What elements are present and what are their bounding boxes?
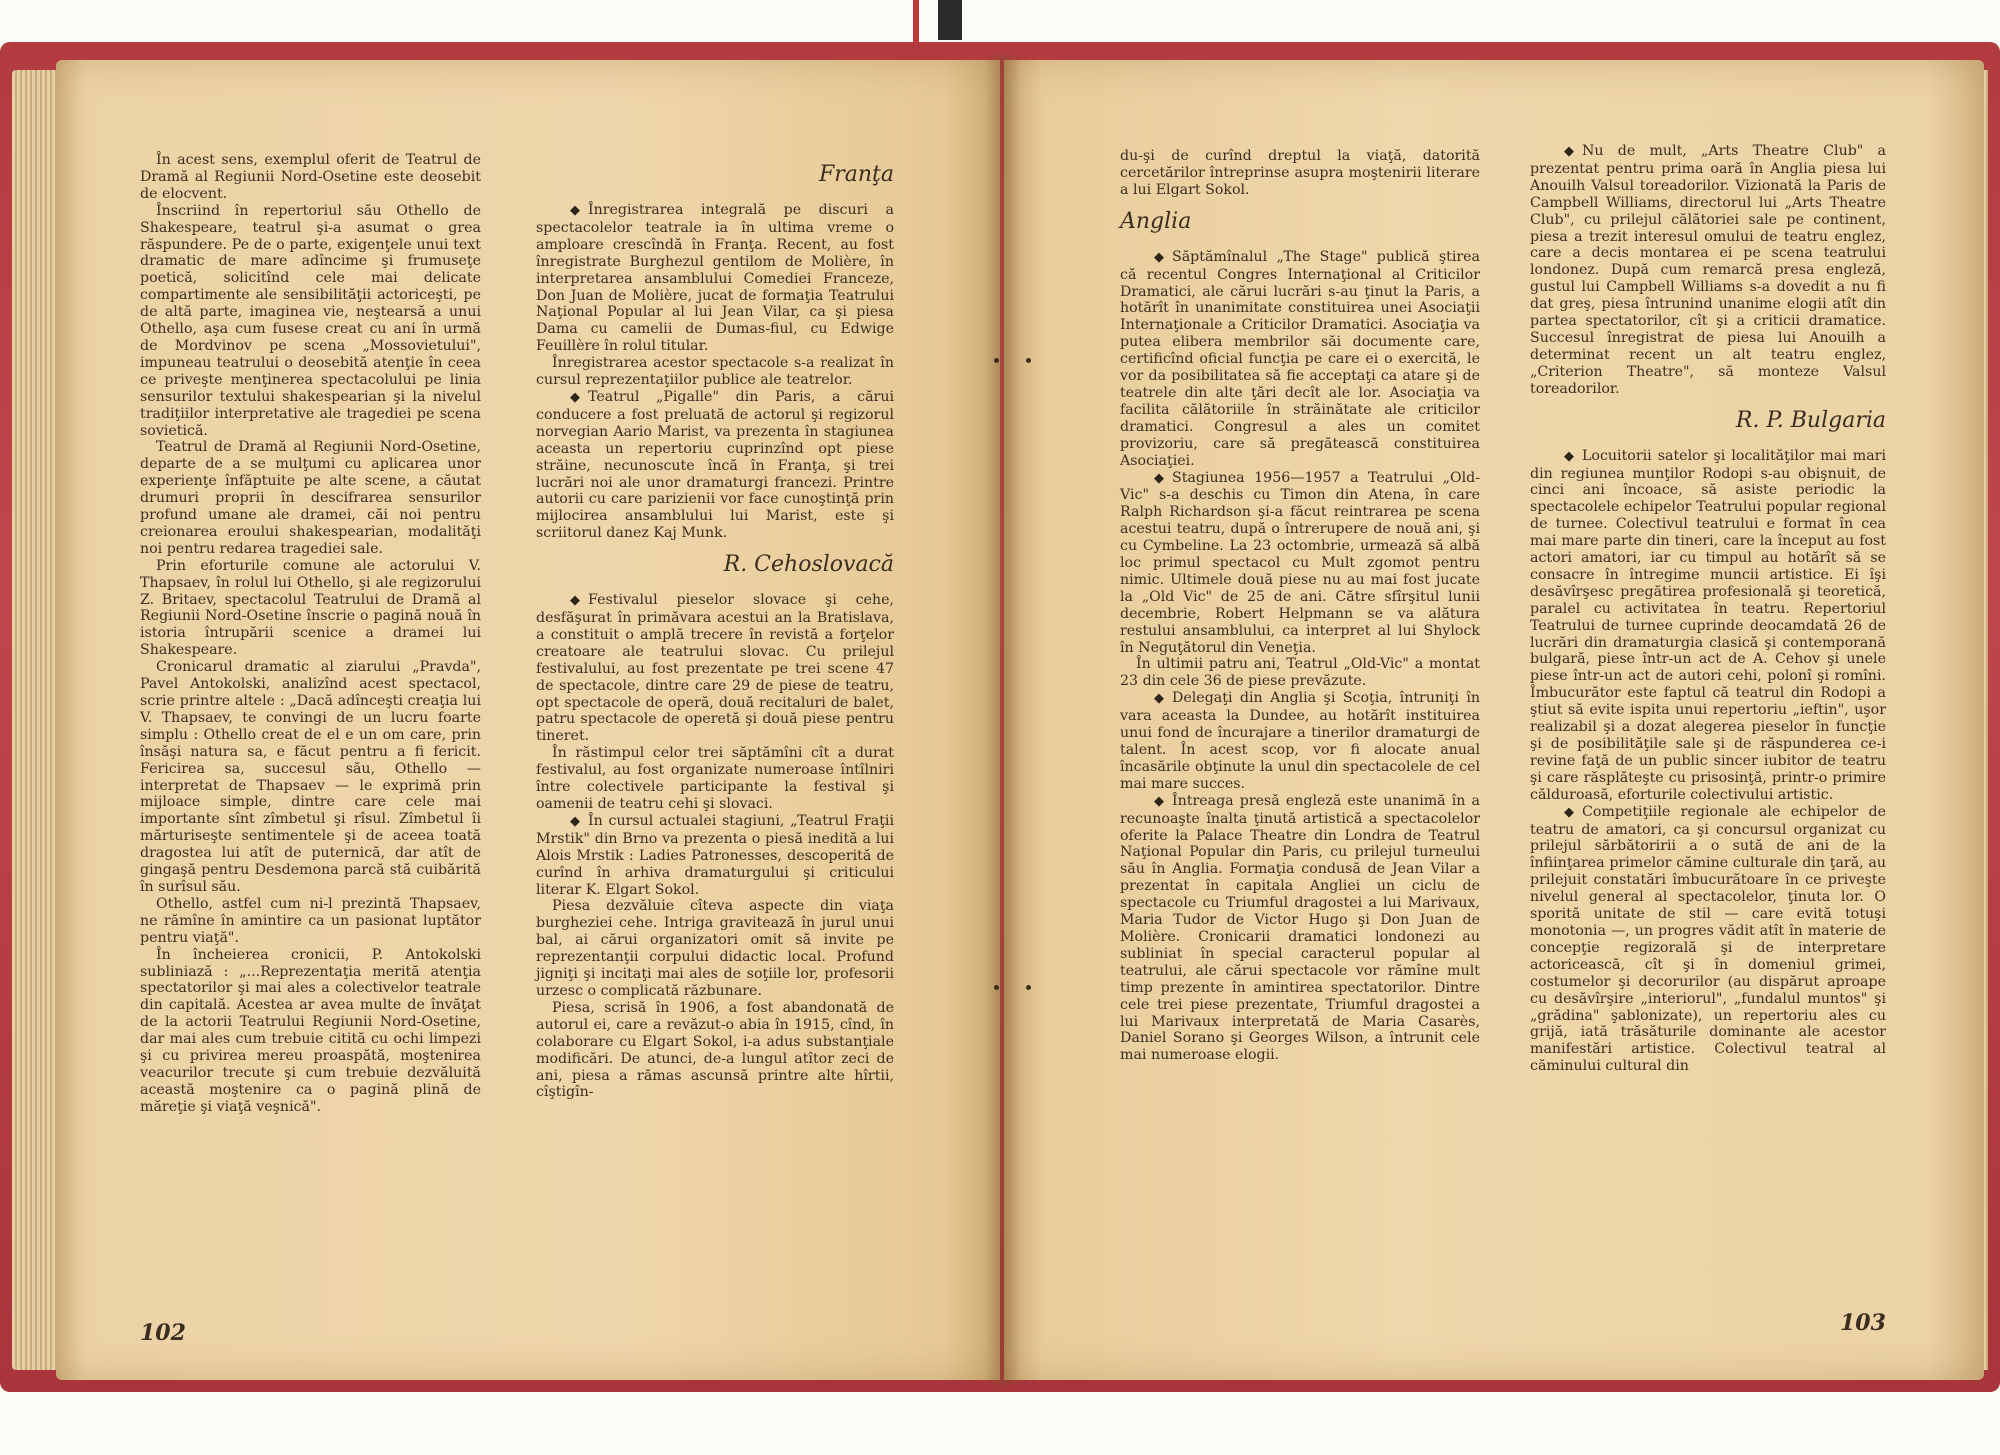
book-gutter [985, 55, 1021, 1385]
section-heading: Franţa [818, 162, 894, 187]
news-item-paragraph: ◆ Săptămînalul „The Stage" publică ştirea că recentul Congres Internaţional al Criticilor Dramatici, ale cărui lucrări s-au ţinut la Paris, a hotărît în unanimitate constituirea unei Asociaţii Internaţionale a Criticilor Dramatici. Asociaţia va putea elibera membrilor săi documente care, certificînd oficial funcţia pe care ei o exercită, le vor da posibilitatea să fie acceptaţi ca atare şi de teatrele din alte ţări decît ale lor. Asociaţia va facilita călătoriile în străinătate ale criticilor dramatici. Congresul a ales un comitet provizoriu, care să pregătească constituirea Asociaţiei. [1120, 249, 1480, 470]
right-page-column-1 [1120, 148, 1480, 1064]
paragraph: Cronicarul dramatic al ziarului „Pravda", Pavel Antokolski, analizînd acest spectacol, scrie printre altele : „Dacă adînceşti creaţia lui V. Thapsaev, te convingi de un lucru foarte simplu : Othello creat de el e un om care, prin însăşi natura sa, e făcut pentru a fi fericit. Fericirea sa, succesul său, Othello — interpretat de Thapsaev — le exprimă prin mijloace simple, dintre care cele mai importante sînt zîmbetul şi rîsul. Zîmbetul îi mărturiseşte sentimentele şi de aceea toată dragostea lui atît de puternică, dar atît de gingaşă pentru Desdemona parcă stă cuibărită în surîsul său. [140, 659, 481, 895]
section-heading: Anglia [1120, 208, 1192, 234]
paragraph: Othello, astfel cum ni-l prezintă Thapsaev, ne rămîne în amintire ca un pasionat luptător pentru viaţă". [140, 895, 481, 946]
news-item-paragraph: ◆ Competiţiile regionale ale echipelor de teatru de amatori, ca şi concursul organizat cu prilejul sărbătoririi a o sută de ani de la înfiinţarea primelor cămine culturale din ţară, au prilejuit constatări îmbucurătoare în ce priveşte nivelul general al spectacolelor, ţinuta lor. O sporită unitate de stil — care evită totuşi monotonia —, un progres vădit atît în materie de concepţie regizorală şi de interpretare actoricească, cît şi în domeniul grimei, costumelor şi decorurilor (au dispărut aproape cu desăvîrşire „interiorul", „fundalul muntos" şi „grădina" şablonizate), un repertoriu ales cu grijă, iată trăsăturile dominante ale acestor manifestări artistice. Colectivul teatral al căminului cultural din [1530, 804, 1886, 1076]
news-item-paragraph: ◆ Delegaţi din Anglia şi Scoţia, întruniţi în vara aceasta la Dundee, au hotărît instituirea unui fond de încurajare a tinerilor dramaturgi de talent. În acest scop, vor fi alocate anual încasările obţinute la unul din spectacolele de cel mai mare succes. [1120, 690, 1480, 792]
gutter-mark [1026, 985, 1031, 990]
paragraph: du-şi de curînd dreptul la viaţă, datorită cercetărilor întreprinse asupra moştenirii literare a lui Elgart Sokol. [1120, 148, 1480, 198]
paragraph: În ultimii patru ani, Teatrul „Old-Vic" a montat 23 din cele 36 de piese prevăzute. [1120, 656, 1480, 690]
section-heading: R. P. Bulgaria [1735, 407, 1886, 433]
news-item-paragraph: ◆ Nu de mult, „Arts Theatre Club" a prezentat pentru prima oară în Anglia piesa lui Anouilh Valsul toreadorilor. Vizionată la Paris de Campbell Williams, directorul lui „Arts Theatre Club", cu prilejul călătoriei sale pe continent, piesa a trezit interesul omului de teatru englez, care a decis montarea ei pe scena teatrului londonez. După cum remarcă presa engleză, gustul lui Campbell Williams s-a dovedit a nu fi dat greş, piesa întrunind unanime elogii atît din partea spectatorilor, cît şi a criticii dramatice. Succesul înregistrat de piesa lui Anouilh a determinat recent un alt teatru englez, „Criterion Theatre", să monteze Valsul toreadorilor. [1530, 143, 1886, 398]
left-page-column-1 [140, 152, 481, 1116]
bookmark-ribbon [913, 0, 919, 44]
news-item-paragraph: ◆ În cursul actualei stagiuni, „Teatrul Fraţii Mrstik" din Brno va prezenta o piesă inedită a lui Alois Mrstik : Ladies Patronesses, descoperită de curînd în arhiva dramaturgului şi criticului literar K. Elgart Sokol. [536, 813, 894, 899]
news-item-paragraph: ◆ Înregistrarea integrală pe discuri a spectacolelor teatrale ia în ultima vreme o amploare crescîndă în Franţa. Recent, au fost înregistrate Burghezul gentilom de Molière, în interpretarea ansamblului Comediei Franceze, Don Juan de Molière, jucat de formaţia Teatrului Naţional Popular al lui Jean Vilar, ca şi piesa Dama cu camelii de Dumas-fiul, cu Edwige Feuillère în rolul titular. [536, 202, 894, 355]
paragraph: În răstimpul celor trei săptămîni cît a durat festivalul, au fost organizate numeroase întîlniri între colectivele participante la festival şi oamenii de teatru cehi şi slovaci. [536, 745, 894, 812]
paragraph: Piesa, scrisă în 1906, a fost abandonată de autorul ei, care a revăzut-o abia în 1915, cînd, în colaborare cu Elgart Sokol, i-a adus substanţiale modificări. De atunci, de-a lungul atîtor zeci de ani, piesa a rămas ascunsă printre alte hîrtii, cîştigîn- [536, 999, 894, 1101]
paragraph: În încheierea cronicii, P. Antokolski subliniază : „...Reprezentaţia merită atenţia spectatorilor şi mai ales a colectivelor teatrale din capitală. Acestea ar avea multe de învăţat de la actorii Teatrului Regiunii Nord-Osetine, dar mai ales cum trebuie citită cu ochi limpezi şi cu privirea mereu proaspătă, moştenirea veacurilor trecute şi cum trebuie dezvăluită această moştenire ca o pagină plină de măreţie şi viaţă veşnică". [140, 946, 481, 1115]
paragraph: Teatrul de Dramă al Regiunii Nord-Osetine, departe de a se mulţumi cu aplicarea unor experienţe înfăptuite pe alte scene, a căutat drumuri proprii în descifrarea sensurilor profund umane ale dramei, căi noi pentru creionarea eroului shakespearian, modalităţi noi pentru redarea tragediei sale. [140, 439, 481, 557]
right-page-column-2 [1530, 143, 1886, 1075]
news-item-paragraph: ◆ Festivalul pieselor slovace şi cehe, desfăşurat în primăvara acestui an la Bratislava, a constituit o amplă trecere în revistă a forţelor creatoare ale teatrului slovac. Cu prilejul festivalului, au fost prezentate pe trei scene 47 de spectacole, dintre care 29 de piese de teatru, opt spectacole de operă, două recitaluri de balet, patru spectacole de operetă şi două piese pentru tineret. [536, 592, 894, 745]
gutter-mark [994, 358, 999, 363]
paragraph: Piesa dezvăluie cîteva aspecte din viaţa burgheziei cehe. Intriga gravitează în jurul unui bal, ai cărui organizatori omit să invite pe reprezentanţii corpului didactic local. Profund jigniţi şi incitaţi mai ales de soţiile lor, profesorii urzesc o complicată răzbunare. [536, 898, 894, 999]
paragraph: În acest sens, exemplul oferit de Teatrul de Dramă al Regiunii Nord-Osetine este deosebit de elocvent. [140, 152, 481, 202]
gutter-mark [994, 985, 999, 990]
page-number-right: 103 [1840, 1310, 1886, 1336]
paragraph: Prin eforturile comune ale actorului V. Thapsaev, în rolul lui Othello, şi ale regizorului Z. Britaev, spectacolul Teatrului de Dramă al Regiunii Nord-Osetine înscrie o pagină nouă în istoria întrupării scenice a dramei lui Shakespeare. [140, 557, 481, 659]
news-item-paragraph: ◆ Stagiunea 1956—1957 a Teatrului „Old-Vic" s-a deschis cu Timon din Atena, în care Ralph Richardson şi-a făcut reintrarea pe scena acestui teatru, după o întrerupere de nouă ani, şi cu Cymbeline. La 23 octombrie, urmează să albă loc primul spectacol cu Mult zgomot pentru nimic. Ultimele două piese nu au mai fost jucate la „Old Vic" de 25 de ani. Către sfîrşitul lunii decembrie, Robert Helpmann se va alătura restului ansamblului, ca interpret al lui Shylock în Neguţătorul din Veneţia. [1120, 470, 1480, 657]
section-heading: R. Cehoslovacă [723, 552, 894, 578]
news-item-paragraph: ◆ Teatrul „Pigalle" din Paris, a cărui conducere a fost preluată de actorul şi regizorul norvegian Aario Marist, va prezenta în stagiunea aceasta un repertoriu cuprinzînd opt piese străine, necunoscute încă în Franţa, şi trei lucrări noi ale unor dramaturgi francezi. Printre autorii cu care parizienii vor face cunoştinţă prin mijlocirea ansamblului lui Marist, este şi scriitorul danez Kaj Munk. [536, 389, 894, 542]
page-edges-left [12, 70, 58, 1370]
page-number-left: 102 [140, 1320, 186, 1346]
bookmark-tab [938, 0, 962, 40]
left-page-column-2 [536, 152, 894, 1101]
news-item-paragraph: ◆ Locuitorii satelor şi localităţilor mai mari din regiunea munţilor Rodopi s-au obişnuit, de cinci ani încoace, să asiste periodic la spectacolele echipelor Teatrului popular regional de turnee. Colectivul teatrului e format în cea mai mare parte din tineri, care la început au fost actori amatori, iar cu timpul au hotărît să se consacre în întregime muncii artistice. Ei îşi desăvîrşesc pregătirea profesională şi teoretică, paralel cu activitatea în teatru. Repertoriul Teatrului de turnee cuprinde deocamdată 26 de lucrări din dramaturgia clasică şi contemporană bulgară, piese într-un act de A. Cehov şi unele piese într-un act de autori cehi, polonî şi romîni. Îmbucurător este faptul că teatrul din Rodopi a ştiut să evite ispita unui repertoriu „ieftin", uşor realizabil şi a dozat alegerea pieselor în funcţie şi de posibilităţile sale şi de răspunderea ce-i revine faţă de un public sincer iubitor de teatru şi care răsplăteşte cu prisosinţă, printr-o primire călduroasă, eforturile colectivului artistic. [1530, 448, 1886, 804]
gutter-mark [1026, 358, 1031, 363]
paragraph: Înregistrarea acestor spectacole s-a realizat în cursul reprezentaţiilor publice ale teatrelor. [536, 355, 894, 389]
paragraph: Înscriind în repertoriul său Othello de Shakespeare, teatrul şi-a asumat o grea răspundere. Pe de o parte, exigenţele unui text dramatic de mare adîncime şi frumuseţe poetică, solicitînd cele mai delicate compartimente ale sensibilităţii actoriceşti, pe de altă parte, imaginea vie, neştearsă a unui Othello, aşa cum fusese creat cu ani în urmă de Mordvinov pe scena „Mossovietului", impuneau teatrului o deosebită atenţie în ceea ce priveşte menţinerea spectacolului pe linia sensurilor textului shakespearian şi la nivelul tradiţiilor interpretative ale tragediei pe scena sovietică. [140, 202, 481, 439]
news-item-paragraph: ◆ Întreaga presă engleză este unanimă în a recunoaşte înalta ţinută artistică a spectacolelor oferite la Palace Theatre din Londra de Teatrul Naţional Popular din Paris, cu prilejul turneului său în Anglia. Formaţia condusă de Jean Vilar a prezentat în capitala Angliei un ciclu de spectacole cu Triumful dragostei a lui Marivaux, Maria Tudor de Victor Hugo şi Don Juan de Molière. Cronicarii dramatici londonezi au subliniat în special caracterul popular al teatrului, ale cărui spectacole vor rămîne mult timp prezente în amintirea spectatorilor. Dintre cele trei piese prezentate, Triumful dragostei a lui Marivaux interpretată de Maria Casarès, Daniel Sorano şi Georges Wilson, a întrunit cele mai numeroase elogii. [1120, 793, 1480, 1065]
